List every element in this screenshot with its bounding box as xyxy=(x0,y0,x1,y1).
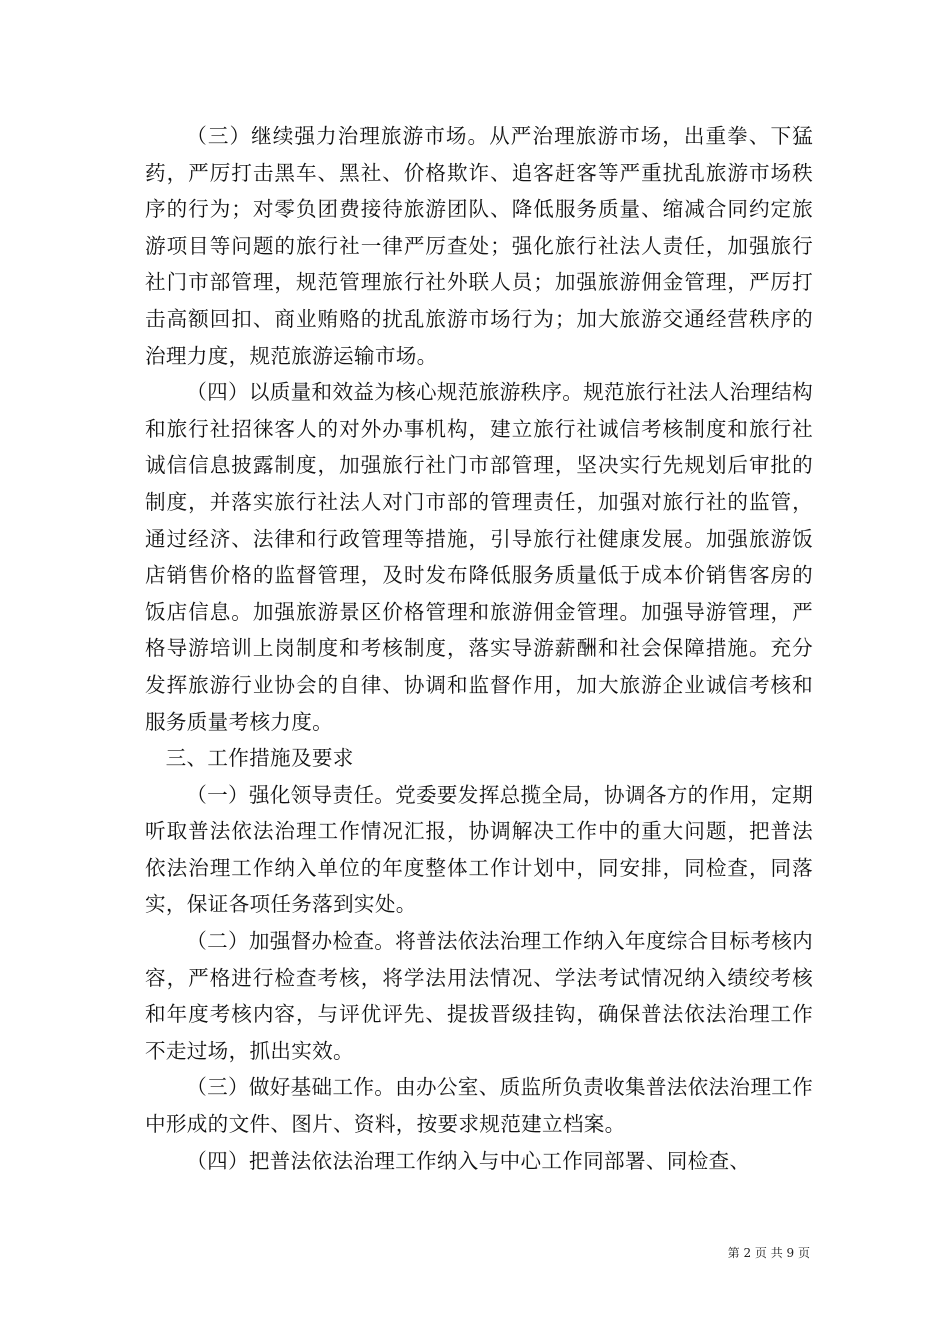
paragraph-supervision: （二）加强督办检查。将普法依法治理工作纳入年度综合目标考核内容，严格进行检查考核，将学法用法情况、学法考试情况纳入绩绞考核和年度考核内容，与评优评先、提拔晋级挂钩，确保普法依法治理工作不走过场，抓出实效。 xyxy=(145,929,813,1063)
document-body xyxy=(145,118,813,1179)
paragraph-market-governance: （三）继续强力治理旅游市场。从严治理旅游市场，出重拳、下猛药，严厉打击黑车、黑社、价格欺诈、追客赶客等严重扰乱旅游市场秩序的行为；对零负团费接待旅游团队、降低服务质量、缩减合同约定旅游项目等问题的旅行社一律严厉查处；强化旅行社法人责任，加强旅行社门市部管理，规范管理旅行社外联人员；加强旅游佣金管理，严厉打击高额回扣、商业贿赂的扰乱旅游市场行为；加大旅游交通经营秩序的治理力度，规范旅游运输市场。 xyxy=(145,124,813,368)
paragraph-integration: （四）把普法依法治理工作纳入与中心工作同部署、同检查、 xyxy=(186,1148,751,1173)
paragraph-quality-order: （四）以质量和效益为核心规范旅游秩序。规范旅行社法人治理结构和旅行社招徕客人的对外办事机构，建立旅行社诚信考核制度和旅行社诚信信息披露制度，加强旅行社门市部管理，坚决实行先规划后审批的制度，并落实旅行社法人对门市部的管理责任，加强对旅行社的监管，通过经济、法律和行政管理等措施，引导旅行社健康发展。加强旅游饭店销售价格的监督管理，及时发布降低服务质量低于成本价销售客房的饭店信息。加强旅游景区价格管理和旅游佣金管理。加强导游管理，严格导游培训上岗制度和考核制度，落实导游薪酬和社会保障措施。充分发挥旅游行业协会的自律、协调和监督作用，加大旅游企业诚信考核和服务质量考核力度。 xyxy=(145,380,813,734)
paragraph-basic-work: （三）做好基础工作。由办公室、质监所负责收集普法依法治理工作中形成的文件、图片、资料，按要求规范建立档案。 xyxy=(145,1075,813,1137)
page-number: 第 2 页 共 9 页 xyxy=(727,1246,810,1260)
section-heading-measures: 三、工作措施及要求 xyxy=(165,746,354,771)
paragraph-leadership: （一）强化领导责任。党委要发挥总揽全局，协调各方的作用，定期听取普法依法治理工作情况汇报，协调解决工作中的重大问题，把普法依法治理工作纳入单位的年度整体工作计划中，同安排，同检查，同落实，保证各项任务落到实处。 xyxy=(145,782,813,917)
